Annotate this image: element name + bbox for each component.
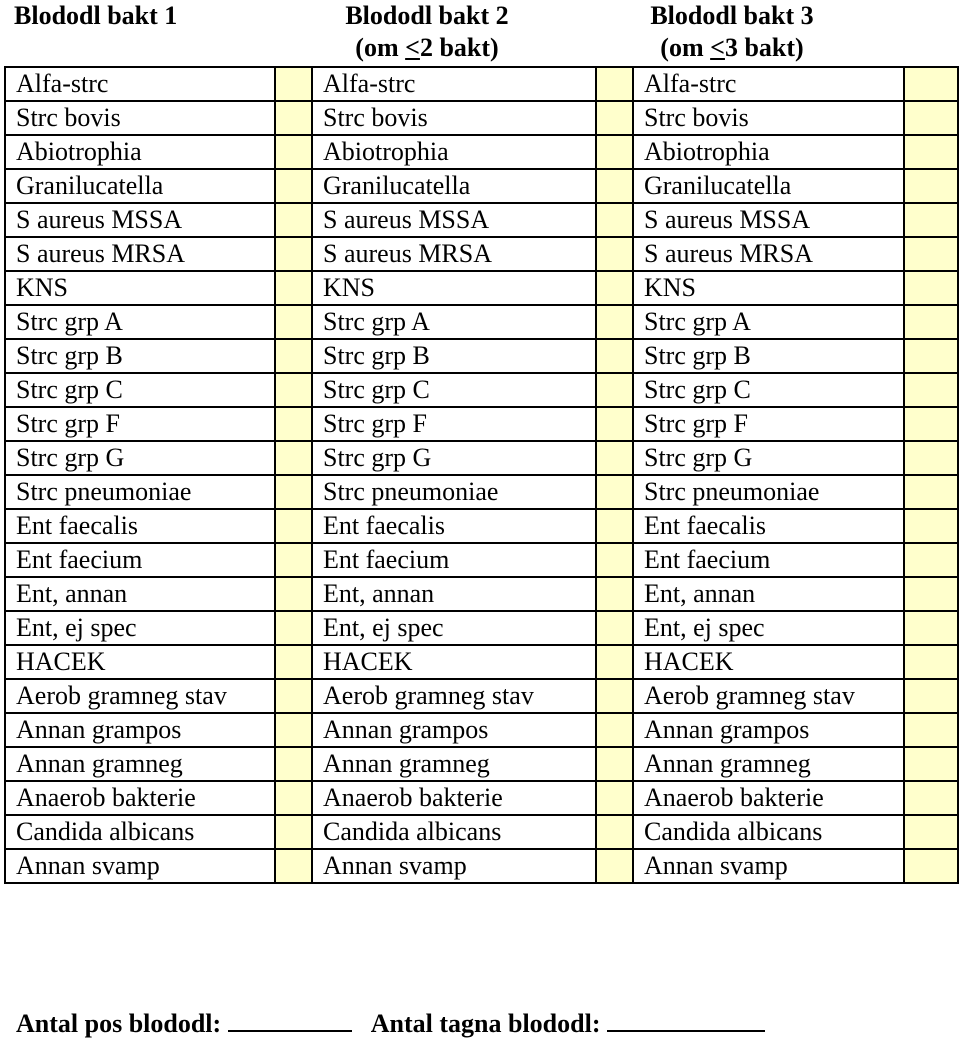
organism-label-bakt-2: Ent faecalis	[312, 509, 596, 543]
organism-label-bakt-3: KNS	[633, 271, 904, 305]
table-row	[5, 747, 958, 781]
organism-checkbox-bakt-2[interactable]	[596, 101, 633, 135]
organism-checkbox-bakt-3[interactable]	[904, 271, 958, 305]
organism-checkbox-bakt-3[interactable]	[904, 339, 958, 373]
organism-label-bakt-1: Strc grp A	[5, 305, 275, 339]
organism-label-bakt-1: Strc grp F	[5, 407, 275, 441]
organism-checkbox-bakt-1[interactable]	[275, 67, 312, 101]
organism-checkbox-bakt-3[interactable]	[904, 373, 958, 407]
organism-checkbox-bakt-2[interactable]	[596, 407, 633, 441]
organism-label-bakt-1: Candida albicans	[5, 815, 275, 849]
organism-checkbox-bakt-3[interactable]	[904, 849, 958, 883]
organism-checkbox-bakt-3[interactable]	[904, 237, 958, 271]
organism-checkbox-bakt-1[interactable]	[275, 645, 312, 679]
organism-label-bakt-1: Ent faecium	[5, 543, 275, 577]
organism-checkbox-bakt-1[interactable]	[275, 339, 312, 373]
organism-checkbox-bakt-2[interactable]	[596, 781, 633, 815]
organism-checkbox-bakt-1[interactable]	[275, 271, 312, 305]
pos-count-field[interactable]	[228, 1004, 352, 1032]
organism-checkbox-bakt-1[interactable]	[275, 849, 312, 883]
condition-suffix: 3 bakt)	[724, 33, 804, 62]
organism-label-bakt-1: Ent, annan	[5, 577, 275, 611]
organism-checkbox-bakt-2[interactable]	[596, 645, 633, 679]
organism-checkbox-bakt-2[interactable]	[596, 577, 633, 611]
organism-checkbox-bakt-3[interactable]	[904, 645, 958, 679]
organism-label-bakt-1: Strc bovis	[5, 101, 275, 135]
table-row	[5, 577, 958, 611]
organism-checkbox-bakt-2[interactable]	[596, 849, 633, 883]
table-row	[5, 67, 958, 101]
organism-label-bakt-3: Strc bovis	[633, 101, 904, 135]
organism-label-bakt-3: Granilucatella	[633, 169, 904, 203]
organism-label-bakt-3: Annan grampos	[633, 713, 904, 747]
organism-checkbox-bakt-3[interactable]	[904, 203, 958, 237]
organism-checkbox-bakt-2[interactable]	[596, 713, 633, 747]
column-headers	[0, 0, 960, 66]
table-row	[5, 135, 958, 169]
organism-table	[4, 66, 959, 884]
organism-checkbox-bakt-3[interactable]	[904, 305, 958, 339]
organism-label-bakt-2: Ent faecium	[312, 543, 596, 577]
organism-checkbox-bakt-3[interactable]	[904, 407, 958, 441]
organism-label-bakt-3: Strc grp A	[633, 305, 904, 339]
organism-checkbox-bakt-3[interactable]	[904, 713, 958, 747]
table-row	[5, 237, 958, 271]
organism-label-bakt-2: Candida albicans	[312, 815, 596, 849]
organism-label-bakt-1: Abiotrophia	[5, 135, 275, 169]
table-row	[5, 679, 958, 713]
organism-checkbox-bakt-3[interactable]	[904, 67, 958, 101]
organism-label-bakt-1: Strc grp B	[5, 339, 275, 373]
organism-label-bakt-1: Annan grampos	[5, 713, 275, 747]
organism-checkbox-bakt-2[interactable]	[596, 237, 633, 271]
organism-label-bakt-2: Annan gramneg	[312, 747, 596, 781]
organism-label-bakt-1: Annan gramneg	[5, 747, 275, 781]
organism-label-bakt-1: Ent, ej spec	[5, 611, 275, 645]
organism-label-bakt-1: Strc grp C	[5, 373, 275, 407]
organism-checkbox-bakt-2[interactable]	[596, 509, 633, 543]
organism-checkbox-bakt-3[interactable]	[904, 441, 958, 475]
organism-checkbox-bakt-3[interactable]	[904, 577, 958, 611]
organism-label-bakt-3: Candida albicans	[633, 815, 904, 849]
organism-checkbox-bakt-3[interactable]	[904, 815, 958, 849]
organism-checkbox-bakt-2[interactable]	[596, 475, 633, 509]
organism-label-bakt-3: Strc grp B	[633, 339, 904, 373]
header-bakt-3-title: Blododl bakt 3	[650, 1, 814, 30]
organism-checkbox-bakt-2[interactable]	[596, 543, 633, 577]
organism-checkbox-bakt-3[interactable]	[904, 101, 958, 135]
condition-prefix: (om	[660, 33, 711, 62]
organism-label-bakt-2: Strc grp B	[312, 339, 596, 373]
organism-checkbox-bakt-3[interactable]	[904, 135, 958, 169]
table-row	[5, 611, 958, 645]
organism-checkbox-bakt-3[interactable]	[904, 611, 958, 645]
table-row	[5, 543, 958, 577]
organism-label-bakt-1: Anaerob bakterie	[5, 781, 275, 815]
table-row	[5, 441, 958, 475]
organism-checkbox-bakt-1[interactable]	[275, 441, 312, 475]
organism-checkbox-bakt-1[interactable]	[275, 577, 312, 611]
organism-checkbox-bakt-2[interactable]	[596, 135, 633, 169]
organism-checkbox-bakt-1[interactable]	[275, 407, 312, 441]
organism-checkbox-bakt-2[interactable]	[596, 441, 633, 475]
taken-count-label: Antal tagna blododl:	[370, 1009, 601, 1038]
organism-label-bakt-1: Annan svamp	[5, 849, 275, 883]
table-row	[5, 373, 958, 407]
organism-checkbox-bakt-1[interactable]	[275, 781, 312, 815]
organism-label-bakt-3: S aureus MRSA	[633, 237, 904, 271]
organism-label-bakt-2: Strc grp F	[312, 407, 596, 441]
table-row	[5, 305, 958, 339]
organism-checkbox-bakt-1[interactable]	[275, 373, 312, 407]
organism-label-bakt-1: Ent faecalis	[5, 509, 275, 543]
header-bakt-1	[14, 0, 177, 32]
organism-label-bakt-1: S aureus MRSA	[5, 237, 275, 271]
table-row	[5, 815, 958, 849]
organism-label-bakt-3: Annan gramneg	[633, 747, 904, 781]
organism-label-bakt-2: Annan svamp	[312, 849, 596, 883]
condition-operator: <	[710, 33, 725, 62]
organism-label-bakt-2: Strc grp C	[312, 373, 596, 407]
organism-label-bakt-2: Aerob gramneg stav	[312, 679, 596, 713]
organism-checkbox-bakt-2[interactable]	[596, 747, 633, 781]
table-row	[5, 475, 958, 509]
organism-checkbox-bakt-1[interactable]	[275, 509, 312, 543]
organism-label-bakt-3: Alfa-strc	[633, 67, 904, 101]
header-bakt-2	[322, 0, 532, 64]
organism-label-bakt-2: Ent, ej spec	[312, 611, 596, 645]
organism-checkbox-bakt-1[interactable]	[275, 305, 312, 339]
organism-label-bakt-1: Aerob gramneg stav	[5, 679, 275, 713]
condition-operator: <	[405, 33, 420, 62]
organism-label-bakt-2: Anaerob bakterie	[312, 781, 596, 815]
organism-label-bakt-1: Alfa-strc	[5, 67, 275, 101]
organism-label-bakt-3: Abiotrophia	[633, 135, 904, 169]
organism-checkbox-bakt-3[interactable]	[904, 781, 958, 815]
organism-label-bakt-3: Ent faecalis	[633, 509, 904, 543]
pos-count-label: Antal pos blododl:	[16, 1009, 222, 1038]
table-row	[5, 713, 958, 747]
organism-label-bakt-2: S aureus MSSA	[312, 203, 596, 237]
organism-checkbox-bakt-1[interactable]	[275, 101, 312, 135]
header-bakt-1-title: Blododl bakt 1	[14, 1, 178, 30]
organism-label-bakt-2: Strc grp A	[312, 305, 596, 339]
organism-checkbox-bakt-1[interactable]	[275, 747, 312, 781]
organism-checkbox-bakt-2[interactable]	[596, 815, 633, 849]
organism-checkbox-bakt-2[interactable]	[596, 67, 633, 101]
organism-checkbox-bakt-3[interactable]	[904, 747, 958, 781]
organism-label-bakt-3: Strc grp F	[633, 407, 904, 441]
table-row	[5, 645, 958, 679]
table-row	[5, 169, 958, 203]
organism-label-bakt-2: Strc pneumoniae	[312, 475, 596, 509]
table-row	[5, 271, 958, 305]
organism-checkbox-bakt-2[interactable]	[596, 339, 633, 373]
organism-label-bakt-1: S aureus MSSA	[5, 203, 275, 237]
organism-checkbox-bakt-2[interactable]	[596, 271, 633, 305]
organism-label-bakt-1: Granilucatella	[5, 169, 275, 203]
header-bakt-3	[627, 0, 837, 64]
organism-label-bakt-2: KNS	[312, 271, 596, 305]
organism-label-bakt-3: Strc grp C	[633, 373, 904, 407]
organism-table-body	[5, 67, 958, 883]
organism-label-bakt-2: Ent, annan	[312, 577, 596, 611]
table-row	[5, 509, 958, 543]
organism-checkbox-bakt-2[interactable]	[596, 305, 633, 339]
organism-checkbox-bakt-3[interactable]	[904, 475, 958, 509]
organism-checkbox-bakt-3[interactable]	[904, 169, 958, 203]
organism-checkbox-bakt-1[interactable]	[275, 611, 312, 645]
organism-label-bakt-2: Strc grp G	[312, 441, 596, 475]
organism-label-bakt-3: S aureus MSSA	[633, 203, 904, 237]
organism-label-bakt-3: Strc grp G	[633, 441, 904, 475]
organism-checkbox-bakt-1[interactable]	[275, 679, 312, 713]
organism-label-bakt-3: Aerob gramneg stav	[633, 679, 904, 713]
header-bakt-2-condition	[322, 32, 532, 64]
organism-label-bakt-1: Strc grp G	[5, 441, 275, 475]
organism-label-bakt-3: HACEK	[633, 645, 904, 679]
organism-checkbox-bakt-3[interactable]	[904, 509, 958, 543]
organism-label-bakt-2: Annan grampos	[312, 713, 596, 747]
organism-label-bakt-2: Granilucatella	[312, 169, 596, 203]
organism-label-bakt-3: Ent, ej spec	[633, 611, 904, 645]
table-row	[5, 407, 958, 441]
organism-checkbox-bakt-1[interactable]	[275, 169, 312, 203]
condition-prefix: (om	[355, 33, 406, 62]
organism-label-bakt-3: Strc pneumoniae	[633, 475, 904, 509]
organism-label-bakt-3: Ent, annan	[633, 577, 904, 611]
organism-label-bakt-2: Strc bovis	[312, 101, 596, 135]
organism-checkbox-bakt-2[interactable]	[596, 169, 633, 203]
organism-checkbox-bakt-2[interactable]	[596, 373, 633, 407]
table-row	[5, 339, 958, 373]
taken-count-field[interactable]	[607, 1004, 765, 1032]
organism-label-bakt-2: Alfa-strc	[312, 67, 596, 101]
condition-suffix: 2 bakt)	[419, 33, 499, 62]
table-row	[5, 101, 958, 135]
organism-checkbox-bakt-1[interactable]	[275, 543, 312, 577]
table-row	[5, 849, 958, 883]
organism-label-bakt-3: Annan svamp	[633, 849, 904, 883]
table-row	[5, 203, 958, 237]
organism-checkbox-bakt-1[interactable]	[275, 203, 312, 237]
organism-checkbox-bakt-3[interactable]	[904, 543, 958, 577]
footer-counts	[16, 1004, 765, 1041]
organism-checkbox-bakt-1[interactable]	[275, 237, 312, 271]
organism-checkbox-bakt-2[interactable]	[596, 679, 633, 713]
table-row	[5, 781, 958, 815]
organism-label-bakt-1: KNS	[5, 271, 275, 305]
organism-checkbox-bakt-1[interactable]	[275, 135, 312, 169]
organism-checkbox-bakt-1[interactable]	[275, 713, 312, 747]
organism-label-bakt-1: HACEK	[5, 645, 275, 679]
header-bakt-2-title: Blododl bakt 2	[345, 1, 509, 30]
organism-checkbox-bakt-1[interactable]	[275, 475, 312, 509]
organism-checkbox-bakt-2[interactable]	[596, 203, 633, 237]
organism-label-bakt-1: Strc pneumoniae	[5, 475, 275, 509]
organism-label-bakt-3: Ent faecium	[633, 543, 904, 577]
organism-label-bakt-2: S aureus MRSA	[312, 237, 596, 271]
organism-checkbox-bakt-2[interactable]	[596, 611, 633, 645]
header-bakt-3-condition	[627, 32, 837, 64]
organism-label-bakt-2: HACEK	[312, 645, 596, 679]
organism-label-bakt-3: Anaerob bakterie	[633, 781, 904, 815]
organism-checkbox-bakt-3[interactable]	[904, 679, 958, 713]
organism-label-bakt-2: Abiotrophia	[312, 135, 596, 169]
organism-checkbox-bakt-1[interactable]	[275, 815, 312, 849]
